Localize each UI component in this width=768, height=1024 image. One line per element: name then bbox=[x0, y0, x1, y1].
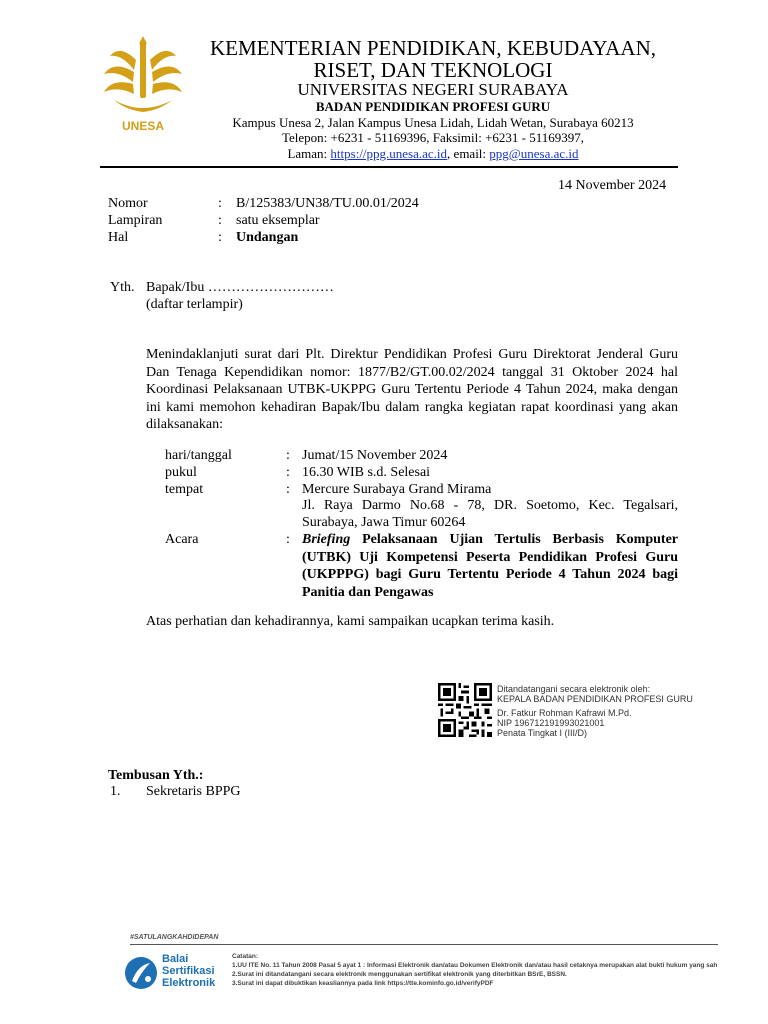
acara-value bbox=[302, 531, 678, 601]
signer-name: Dr. Fatkur Rohman Kafrawi M.Pd. bbox=[497, 708, 632, 718]
nomor-colon: : bbox=[218, 196, 222, 211]
signature-line-2: KEPALA BADAN PENDIDIKAN PROFESI GURU bbox=[497, 694, 693, 704]
letter-date: 14 November 2024 bbox=[558, 178, 667, 193]
tempat-value: Mercure Surabaya Grand Mirama bbox=[302, 482, 492, 497]
ministry-line-2: RISET, DAN TEKNOLOGI bbox=[313, 58, 553, 82]
ministry-line-1: KEMENTERIAN PENDIDIKAN, KEBUDAYAAN, bbox=[209, 36, 657, 60]
body-paragraph: Menindaklanjuti surat dari Plt. Direktur Pendidikan Profesi Guru Direktorat Jenderal Guru Dan Tenaga Kependidikan nomor: 1877/B2/GT.00.02/2024 tanggal 31 Oktober 2024 hal Koordinasi Pelaksanaan UTBK-UKPPG Guru Tertentu Periode 4 Tahun 2024, maka dengan ini kami memohon kehadiran Bapak/Ibu dalam rangka kegiatan rapat koordinasi yang akan dilaksanakan: bbox=[146, 347, 678, 432]
footer-divider bbox=[130, 944, 718, 945]
nomor-label: Nomor bbox=[108, 196, 148, 211]
logo-text: UNESA bbox=[121, 119, 165, 133]
recipient-name: Bapak/Ibu ……………………… bbox=[146, 280, 334, 295]
phone-line: Telepon: +6231 - 51169396, Faksimil: +6231 - 51169397, bbox=[281, 130, 585, 145]
hari-colon: : bbox=[286, 448, 290, 463]
agency-name: BADAN PENDIDIKAN PROFESI GURU bbox=[315, 99, 551, 114]
recipient-yth: Yth. bbox=[110, 280, 135, 295]
bsre-logo bbox=[124, 953, 228, 993]
acara-text: Pelaksanaan Ujian Tertulis Berbasis Komputer (UTBK) Uji Kompetensi Peserta Pendidikan Profesi Guru (UKPPPG) bagi Guru Tertentu Periode 4 Tahun 2024 bagi Panitia dan Pengawas bbox=[302, 532, 678, 600]
pukul-colon: : bbox=[286, 465, 290, 480]
email-link[interactable]: ppg@unesa.ac.id bbox=[489, 146, 579, 161]
acara-colon: : bbox=[286, 532, 290, 547]
web-email-line bbox=[196, 146, 670, 162]
hal-label: Hal bbox=[108, 230, 129, 245]
university-name: UNIVERSITAS NEGERI SURABAYA bbox=[297, 80, 569, 99]
bsre-line-3: Elektronik bbox=[162, 977, 216, 989]
footer-note-2: 2.Surat ini ditandatangani secara elektronik menggunakan sertifikat elektronik yang diterbitkan BSrE, BSSN. bbox=[232, 971, 567, 978]
cc-title: Tembusan Yth.: bbox=[108, 768, 204, 783]
qr-code-icon bbox=[438, 683, 492, 737]
hari-value: Jumat/15 November 2024 bbox=[302, 448, 448, 463]
web-link[interactable]: https://ppg.unesa.ac.id bbox=[330, 146, 448, 161]
bsre-line-1: Balai bbox=[162, 953, 189, 965]
signer-nip: NIP 196712191993021001 bbox=[497, 718, 605, 728]
acara-label: Acara bbox=[165, 532, 199, 547]
footer-tagline: #SATULANGKAHDIDEPAN bbox=[130, 934, 219, 941]
pukul-label: pukul bbox=[165, 465, 197, 480]
footer-note-3: 3.Surat ini dapat dibuktikan keasliannya pada link https://tte.kominfo.go.id/verifyPDF bbox=[232, 980, 494, 987]
signature-line-1: Ditandatangani secara elektronik oleh: bbox=[497, 684, 651, 694]
hari-label: hari/tanggal bbox=[165, 448, 232, 463]
footer-notes-title: Catatan: bbox=[232, 953, 259, 960]
web-label: Laman: bbox=[287, 146, 331, 161]
hal-colon: : bbox=[218, 230, 222, 245]
recipient-note: (daftar terlampir) bbox=[146, 297, 243, 312]
pukul-value: 16.30 WIB s.d. Selesai bbox=[302, 465, 431, 480]
hal-value: Undangan bbox=[236, 230, 299, 245]
bsre-emblem-icon bbox=[124, 955, 158, 991]
footer-note-1: 1.UU ITE No. 11 Tahun 2008 Pasal 5 ayat 1 : Informasi Elektronik dan/atau Dokumen Elektronik dan/atau hasil cetaknya merupakan alat bukti hukum yang sah bbox=[232, 962, 718, 969]
bsre-line-2: Sertifikasi bbox=[162, 965, 215, 977]
email-label: , email: bbox=[447, 146, 490, 161]
lampiran-label: Lampiran bbox=[108, 213, 163, 228]
unesa-logo bbox=[100, 30, 186, 136]
tempat-label: tempat bbox=[165, 482, 204, 497]
cc-item-number: 1. bbox=[110, 784, 121, 799]
closing-sentence: Atas perhatian dan kehadirannya, kami sampaikan ucapkan terima kasih. bbox=[146, 614, 555, 629]
nomor-value: B/125383/UN38/TU.00.01/2024 bbox=[236, 196, 419, 211]
acara-italic: Briefing bbox=[302, 532, 351, 547]
cc-item-text: Sekretaris BPPG bbox=[146, 784, 241, 799]
lampiran-value: satu eksemplar bbox=[236, 213, 320, 228]
letterhead-divider bbox=[100, 166, 678, 168]
signer-rank: Penata Tingkat I (III/D) bbox=[497, 728, 588, 738]
tempat-address: Jl. Raya Darmo No.68 - 78, DR. Soetomo, Kec. Tegalsari, Surabaya, Jawa Timur 60264 bbox=[302, 498, 678, 530]
tempat-colon: : bbox=[286, 482, 290, 497]
lampiran-colon: : bbox=[218, 213, 222, 228]
address-line: Kampus Unesa 2, Jalan Kampus Unesa Lidah, Lidah Wetan, Surabaya 60213 bbox=[232, 115, 634, 130]
